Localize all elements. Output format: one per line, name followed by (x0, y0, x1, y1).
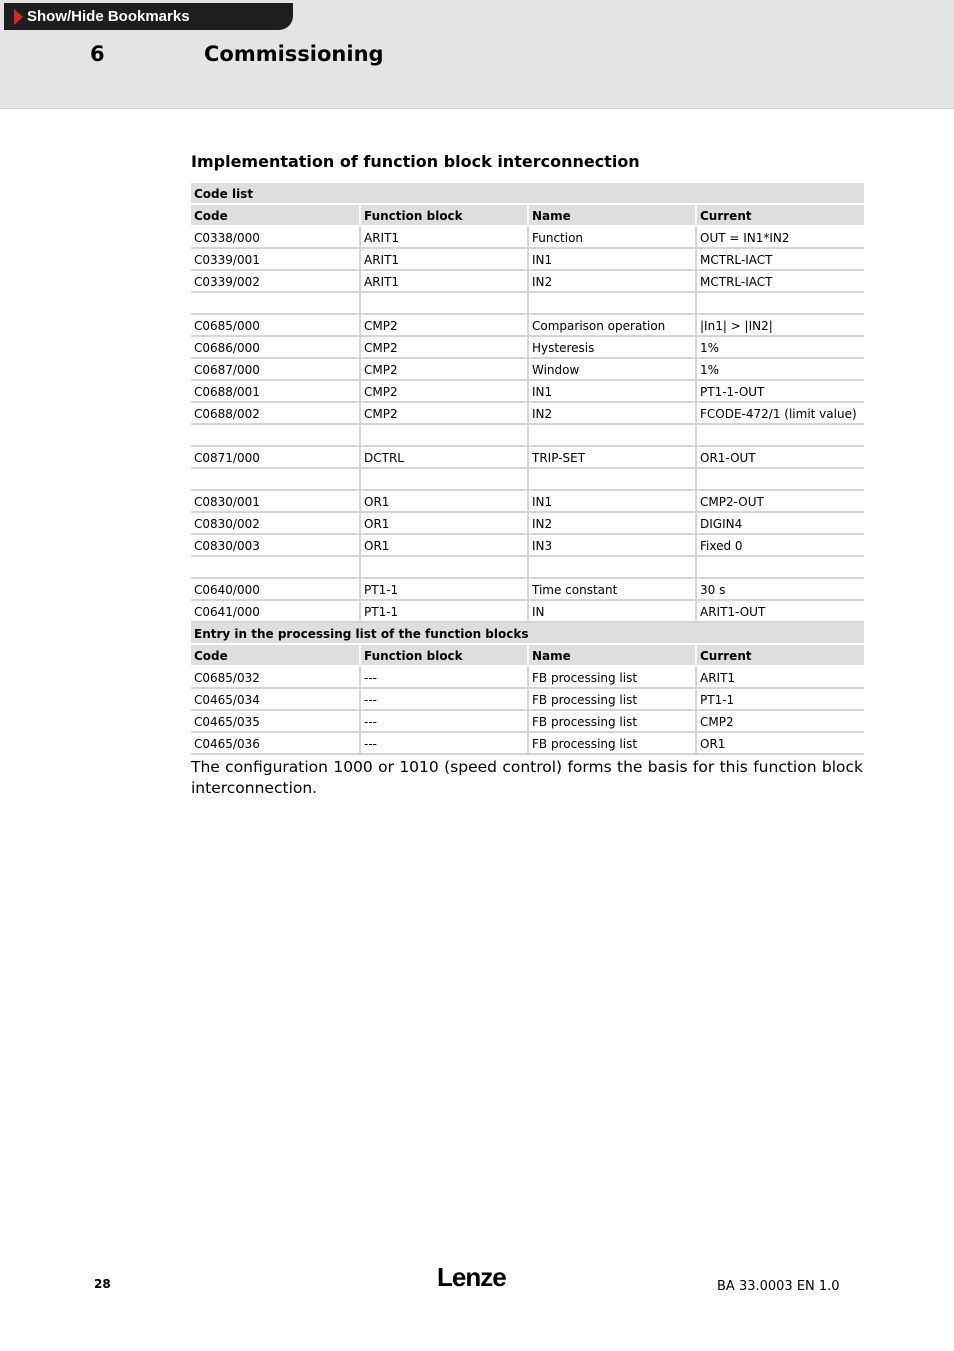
table-cell: OR1-OUT (695, 447, 864, 469)
table-header-row (191, 645, 864, 667)
table-cell (191, 469, 359, 491)
chapter-number: 6 (90, 42, 105, 66)
document-id: BA 33.0003 EN 1.0 (717, 1279, 840, 1294)
table-cell: --- (359, 667, 527, 689)
table-row (191, 249, 864, 271)
table-row (191, 403, 864, 425)
table-cell (359, 425, 527, 447)
table-cell: C0465/036 (191, 733, 359, 755)
table-row (191, 381, 864, 403)
table-cell: OR1 (359, 513, 527, 535)
table-cell: C0830/003 (191, 535, 359, 557)
table-cell: Time constant (527, 579, 695, 601)
table-row (191, 535, 864, 557)
table-cell: 1% (695, 359, 864, 381)
table-cell: Hysteresis (527, 337, 695, 359)
table-cell: IN1 (527, 249, 695, 271)
table-cell: Fixed 0 (695, 535, 864, 557)
table-cell: C0871/000 (191, 447, 359, 469)
table-row (191, 491, 864, 513)
table-header-row (191, 205, 864, 227)
table-cell: DCTRL (359, 447, 527, 469)
table-cell: C0338/000 (191, 227, 359, 249)
table-cell: Window (527, 359, 695, 381)
table-cell: ARIT1 (695, 667, 864, 689)
table-cell: DIGIN4 (695, 513, 864, 535)
table-cell: FB processing list (527, 689, 695, 711)
table-cell (527, 469, 695, 491)
table-row (191, 689, 864, 711)
table-cell: ARIT1 (359, 271, 527, 293)
table-cell: --- (359, 711, 527, 733)
table-cell: OR1 (359, 535, 527, 557)
table-cell (527, 425, 695, 447)
lenze-logo: Lenze (437, 1262, 506, 1292)
table-cell: CMP2 (359, 315, 527, 337)
table-cell: C0685/000 (191, 315, 359, 337)
table-cell: --- (359, 733, 527, 755)
table-cell: FB processing list (527, 667, 695, 689)
column-header: Code (191, 205, 359, 227)
table-cell: IN (527, 601, 695, 623)
bookmarks-label: Show/Hide Bookmarks (27, 8, 190, 25)
table-cell: MCTRL-IACT (695, 249, 864, 271)
table-cell: 1% (695, 337, 864, 359)
column-header: Function block (359, 645, 527, 667)
table-cell: 30 s (695, 579, 864, 601)
table-section-title (191, 183, 864, 205)
table-row (191, 227, 864, 249)
table-spacer-row (191, 425, 864, 447)
table-cell: FCODE-472/1 (limit value) (695, 403, 864, 425)
table-cell (359, 293, 527, 315)
table-cell: C0339/001 (191, 249, 359, 271)
table-cell: C0465/034 (191, 689, 359, 711)
show-hide-bookmarks-button[interactable] (4, 3, 293, 30)
page-number: 28 (94, 1277, 111, 1291)
column-header: Name (527, 205, 695, 227)
table-row (191, 447, 864, 469)
table-cell: CMP2 (359, 359, 527, 381)
section-title-cell: Code list (191, 183, 864, 205)
table-cell: OR1 (359, 491, 527, 513)
column-header: Current (695, 645, 864, 667)
table-cell: ARIT1 (359, 227, 527, 249)
table-spacer-row (191, 557, 864, 579)
table-cell: OR1 (695, 733, 864, 755)
table-cell: C0641/000 (191, 601, 359, 623)
table-cell (527, 557, 695, 579)
table-cell: PT1-1 (359, 579, 527, 601)
table-row (191, 271, 864, 293)
table-row (191, 337, 864, 359)
table-cell (359, 557, 527, 579)
table-cell: PT1-1-OUT (695, 381, 864, 403)
table-cell: C0685/032 (191, 667, 359, 689)
table-cell: FB processing list (527, 711, 695, 733)
table-cell: C0688/001 (191, 381, 359, 403)
table-cell: IN1 (527, 381, 695, 403)
table-cell: IN2 (527, 403, 695, 425)
table-cell (191, 557, 359, 579)
table-row (191, 513, 864, 535)
table-row (191, 359, 864, 381)
table-cell: CMP2-OUT (695, 491, 864, 513)
table-cell: C0339/002 (191, 271, 359, 293)
column-header: Name (527, 645, 695, 667)
column-header: Current (695, 205, 864, 227)
table-cell: MCTRL-IACT (695, 271, 864, 293)
section-heading: Implementation of function block interconnection (191, 152, 640, 171)
table-cell: PT1-1 (359, 601, 527, 623)
table-section-title (191, 623, 864, 645)
table-cell: --- (359, 689, 527, 711)
table-cell: C0686/000 (191, 337, 359, 359)
table-cell: OUT = IN1*IN2 (695, 227, 864, 249)
table-cell: IN2 (527, 513, 695, 535)
table-cell: TRIP-SET (527, 447, 695, 469)
table-cell: C0687/000 (191, 359, 359, 381)
configuration-note: The configuration 1000 or 1010 (speed control) forms the basis for this function block interconnection. (191, 758, 863, 797)
table-row (191, 667, 864, 689)
table-cell: PT1-1 (695, 689, 864, 711)
chapter-title: Commissioning (204, 42, 384, 66)
table-row (191, 579, 864, 601)
column-header: Code (191, 645, 359, 667)
table-cell: C0830/002 (191, 513, 359, 535)
table-cell: C0465/035 (191, 711, 359, 733)
table-spacer-row (191, 293, 864, 315)
table-row (191, 315, 864, 337)
table-cell: ARIT1 (359, 249, 527, 271)
table-cell (527, 293, 695, 315)
table-cell (359, 469, 527, 491)
code-table (191, 183, 864, 755)
table-cell (695, 293, 864, 315)
table-cell (191, 293, 359, 315)
section-title-cell: Entry in the processing list of the function blocks (191, 623, 864, 645)
table-cell: IN2 (527, 271, 695, 293)
table-cell: CMP2 (359, 337, 527, 359)
table-row (191, 733, 864, 755)
table-cell: Function (527, 227, 695, 249)
table-cell: CMP2 (359, 403, 527, 425)
table-cell: IN3 (527, 535, 695, 557)
table-cell: C0830/001 (191, 491, 359, 513)
table-cell: ARIT1-OUT (695, 601, 864, 623)
table-cell (191, 425, 359, 447)
table-cell: Comparison operation (527, 315, 695, 337)
triangle-right-icon (14, 9, 23, 25)
table-cell (695, 425, 864, 447)
table-cell (695, 557, 864, 579)
table-cell: C0640/000 (191, 579, 359, 601)
table-cell: IN1 (527, 491, 695, 513)
table-cell: CMP2 (359, 381, 527, 403)
table-cell (695, 469, 864, 491)
column-header: Function block (359, 205, 527, 227)
table-spacer-row (191, 469, 864, 491)
table-row (191, 601, 864, 623)
table-cell: |In1| > |IN2| (695, 315, 864, 337)
table-cell: FB processing list (527, 733, 695, 755)
table-cell: CMP2 (695, 711, 864, 733)
table-cell: C0688/002 (191, 403, 359, 425)
table-row (191, 711, 864, 733)
